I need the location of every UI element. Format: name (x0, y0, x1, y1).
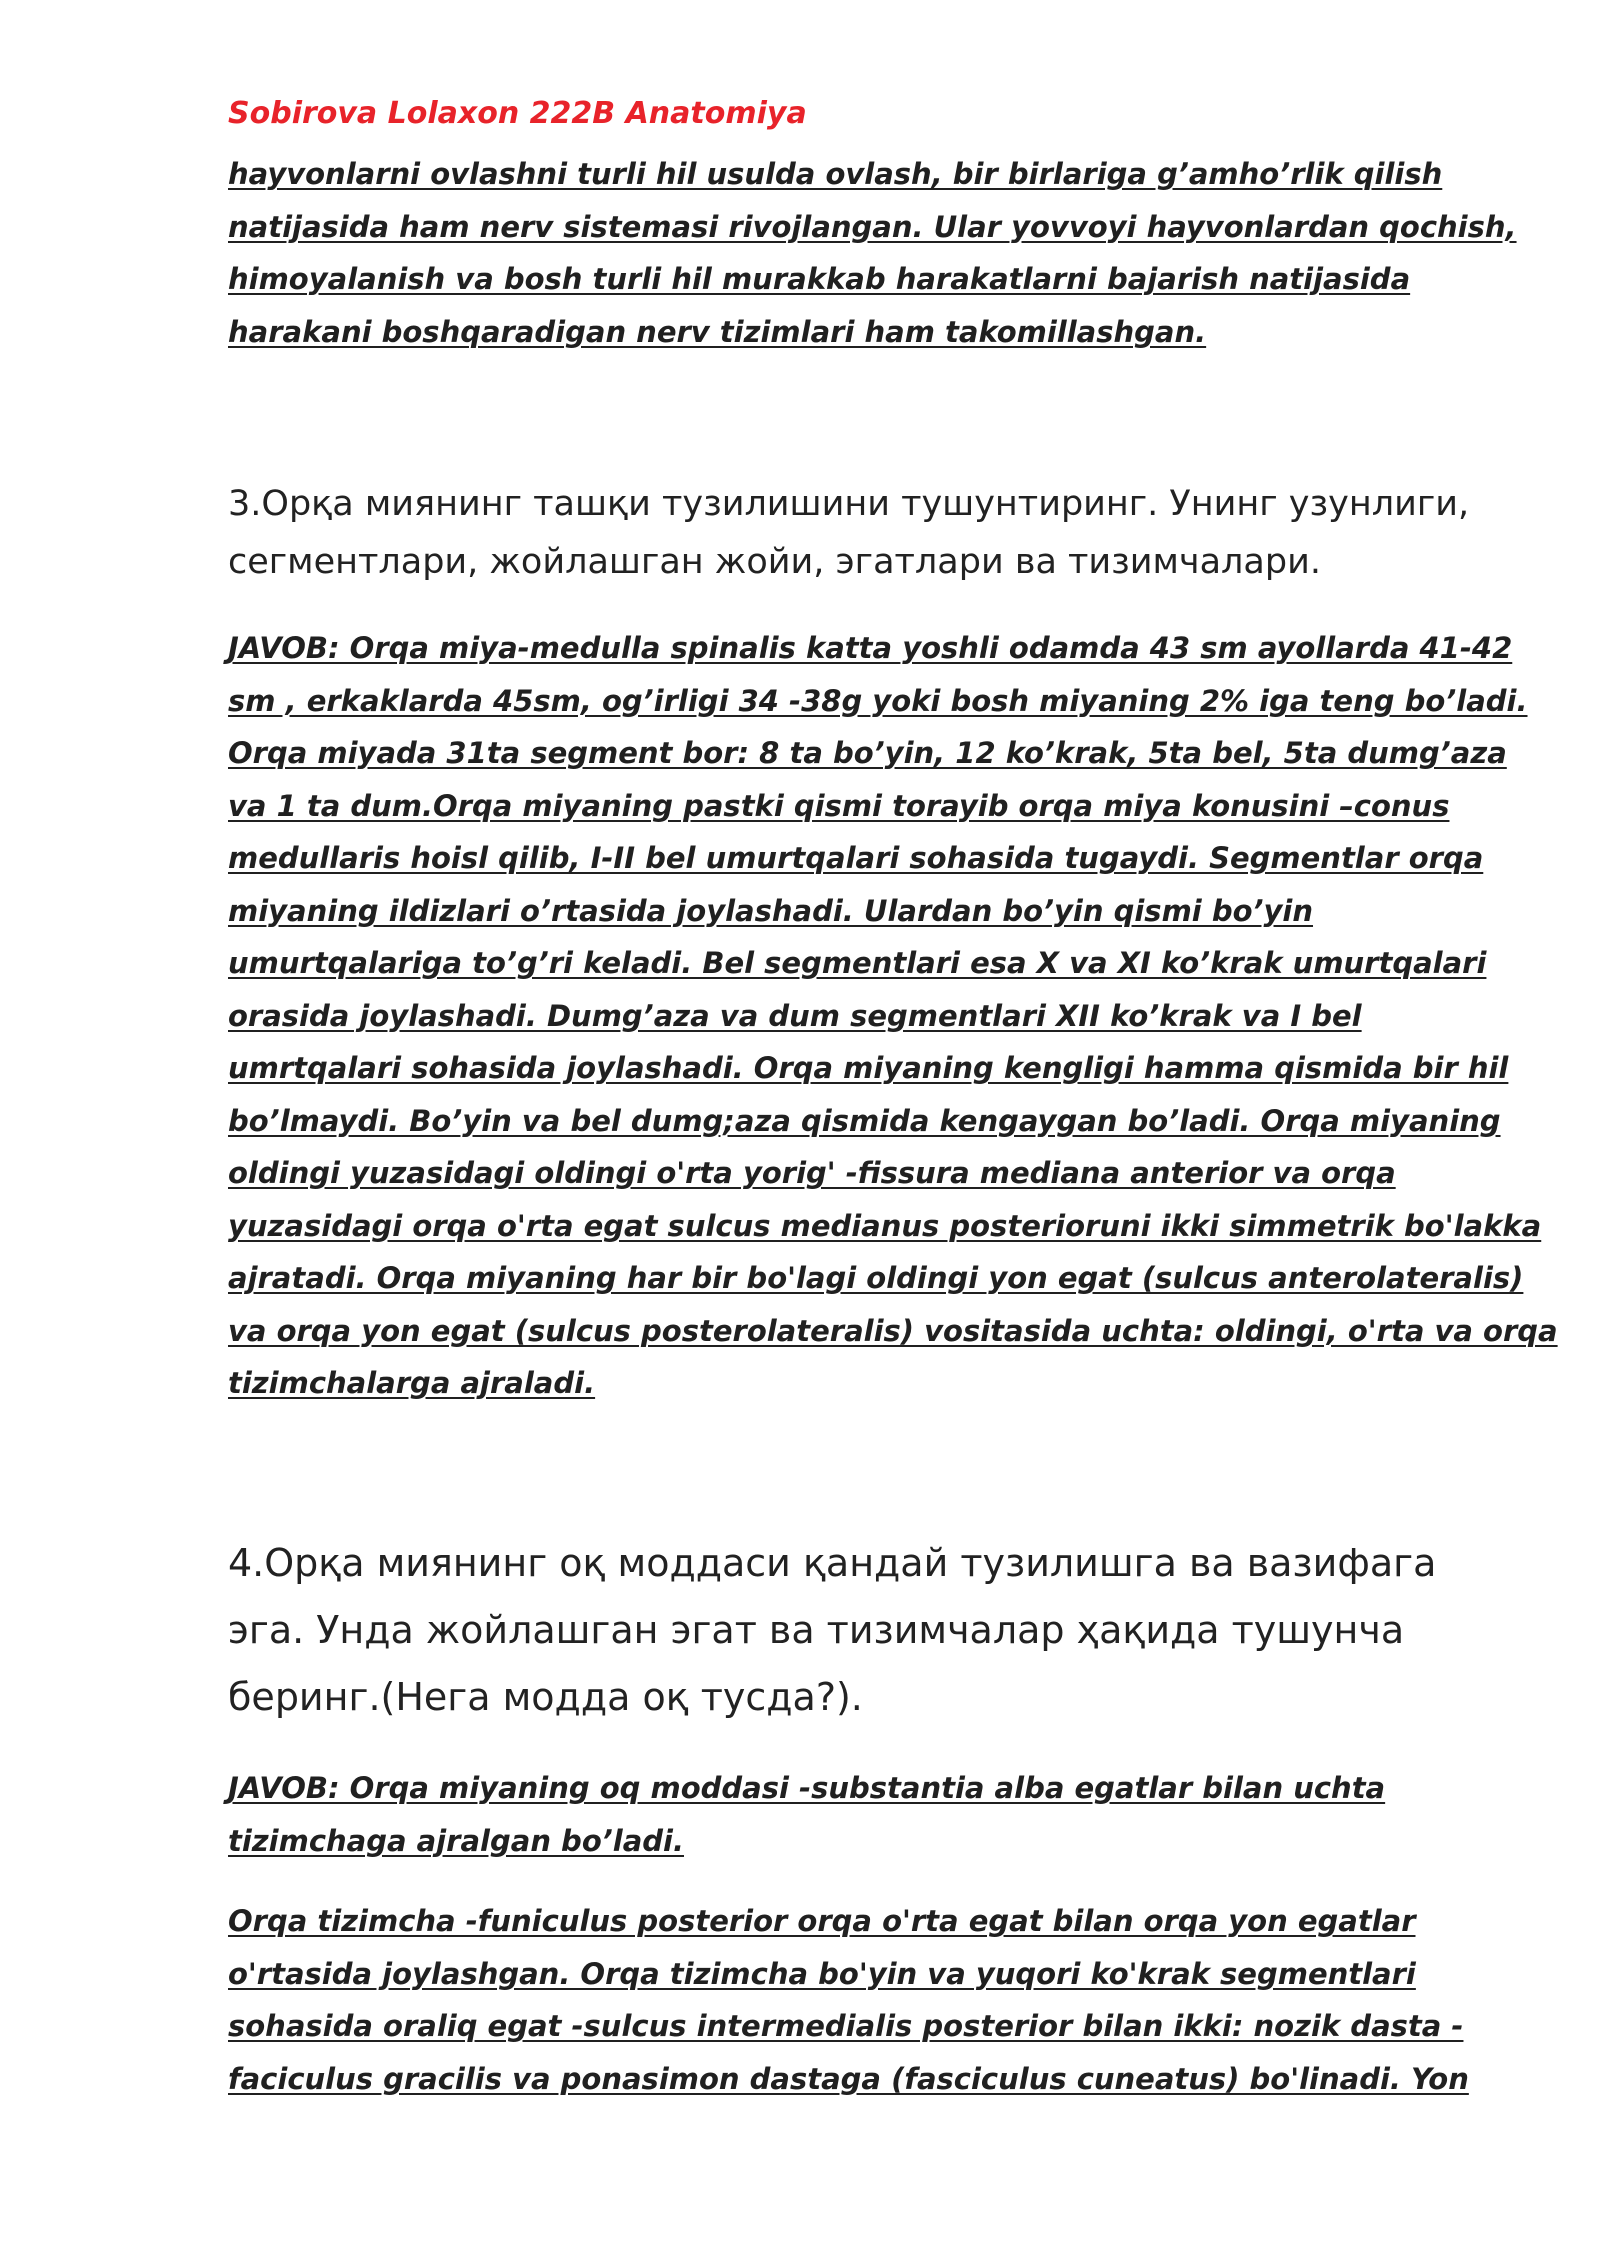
author-header: Sobirova Lolaxon 222B Anatomiya (228, 96, 807, 131)
paragraph-line: harakani boshqaradigan nerv tizimlari ham takomillashgan. (228, 314, 1207, 349)
question-line: 3.Орқа миянинг ташқи тузилишини тушунтиринг. Унинг узунлиги, (228, 484, 1470, 524)
paragraph-line: oldingi yuzasidagi oldingi o'rta yorig' -fissura mediana anterior va orqa (228, 1156, 1396, 1190)
paragraph-line: umurtqalariga to’g’ri keladi. Bel segmentlari esa X va XI ko’krak umurtqalari (228, 946, 1487, 980)
answer-3-paragraph (228, 622, 1558, 1410)
paragraph-line: va orqa yon egat (sulcus posterolateralis) vositasida uchta: oldingi, o'rta va orqa (228, 1313, 1558, 1348)
answer-4-intro-paragraph (228, 1762, 1385, 1867)
paragraph-line: natijasida ham nerv sistemasi rivojlangan. Ular yovvoyi hayvonlardan qochish, (228, 209, 1517, 244)
paragraph-line: orasida joylashadi. Dumg’aza va dum segmentlari XII ko’krak va I bel (228, 998, 1362, 1033)
paragraph-line: JAVOB: Orqa miyaning oq moddasi -substantia alba egatlar bilan uchta (228, 1771, 1386, 1805)
paragraph-line: sohasida oraliq egat -sulcus intermedialis posterior bilan ikki: nozik dasta - (228, 2009, 1464, 2043)
paragraph-line: Orqa tizimcha -funiculus posterior orqa o'rta egat bilan orqa yon egatlar (228, 1904, 1416, 1938)
question-line: 4.Орқа миянинг оқ моддаси қандай тузилишга ва вазифага (228, 1541, 1437, 1585)
paragraph-line: umrtqalari sohasida joylashadi. Orqa miyaning kengligi hamma qismida bir hil (228, 1051, 1509, 1085)
paragraph-line: o'rtasida joylashgan. Orqa tizimcha bo'yin va yuqori ko'krak segmentlari (228, 1956, 1416, 1991)
paragraph-line: sm , erkaklarda 45sm, og’irligi 34 -38g yoki bosh miyaning 2% iga teng bo’ladi. (228, 683, 1528, 718)
paragraph-line: bo’lmaydi. Bo’yin va bel dumg;aza qismida kengaygan bo’ladi. Orqa miyaning (228, 1103, 1501, 1138)
paragraph-line: himoyalanish va bosh turli hil murakkab harakatlarni bajarish natijasida (228, 262, 1411, 296)
question-3-heading (228, 475, 1469, 591)
question-line: эга. Унда жойлашган эгат ва тизимчалар ҳақида тушунча (228, 1608, 1405, 1652)
question-4-heading (228, 1530, 1436, 1731)
question-line: беринг.(Нега модда оқ тусда?). (228, 1675, 863, 1719)
paragraph-line: miyaning ildizlari o’rtasida joylashadi. Ulardan bo’yin qismi bo’yin (228, 893, 1314, 928)
paragraph-line: faciculus gracilis va ponasimon dastaga (fasciculus cuneatus) bo'linadi. Yon (228, 2061, 1469, 2096)
paragraph-line: Orqa miyada 31ta segment bor: 8 ta bo’yin, 12 ko’krak, 5ta bel, 5ta dumg’aza (228, 736, 1507, 770)
paragraph-line: yuzasidagi orqa o'rta egat sulcus medianus posterioruni ikki simmetrik bo'lakka (228, 1208, 1542, 1243)
paragraph-line: va 1 ta dum.Orqa miyaning pastki qismi torayib orqa miya konusini –conus (228, 788, 1450, 823)
paragraph-line: tizimchalarga ajraladi. (228, 1366, 596, 1400)
paragraph-line: JAVOB: Orqa miya-medulla spinalis katta yoshli odamda 43 sm ayollarda 41-42 (228, 631, 1513, 665)
paragraph-line: ajratadi. Orqa miyaning har bir bo'lagi oldingi yon egat (sulcus anterolateralis) (228, 1261, 1524, 1295)
paragraph-line: tizimchaga ajralgan bo’ladi. (228, 1823, 684, 1858)
question-line: сегментлари, жойлашган жойи, эгатлари ва тизимчалари. (228, 542, 1321, 582)
paragraph-line: hayvonlarni ovlashni turli hil usulda ovlash, bir birlariga g’amho’rlik qilish (228, 157, 1443, 191)
intro-paragraph (228, 148, 1517, 358)
paragraph-line: medullaris hoisl qilib, I-II bel umurtqalari sohasida tugaydi. Segmentlar orqa (228, 841, 1484, 875)
answer-4-body-paragraph (228, 1895, 1469, 2105)
